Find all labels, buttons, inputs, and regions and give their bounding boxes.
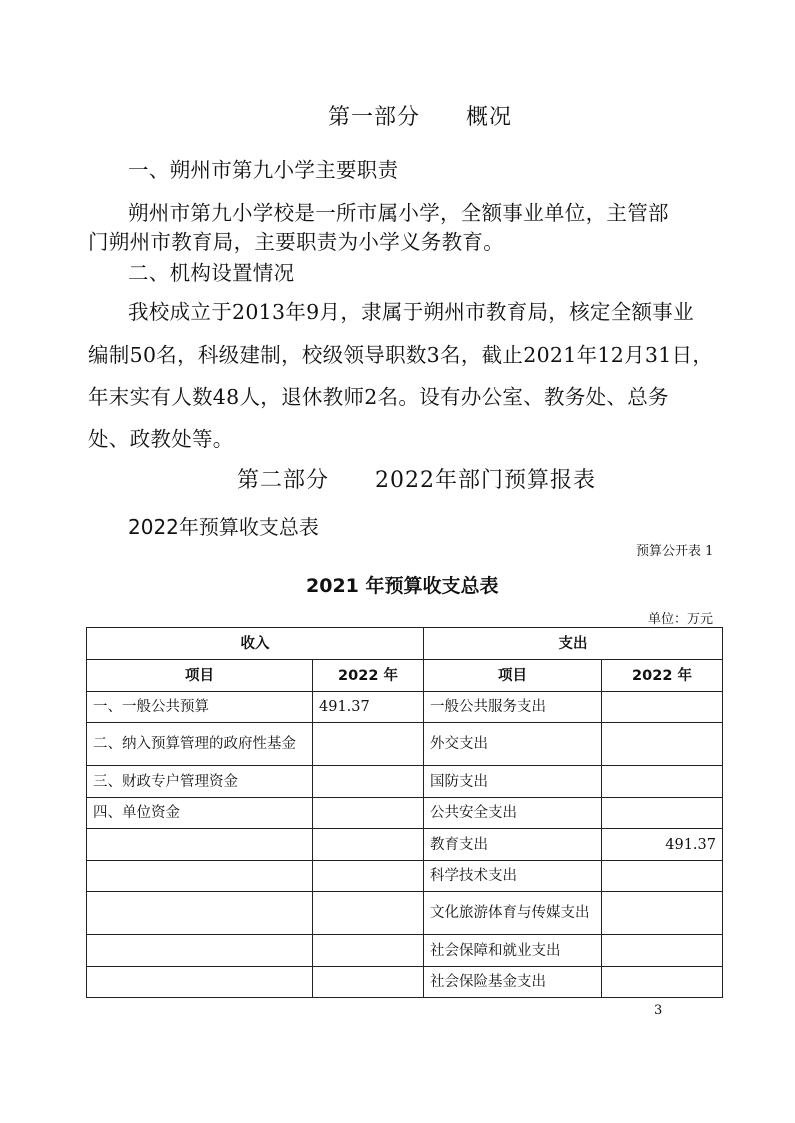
- expense-value: [602, 861, 723, 892]
- sec1-para-line2: 门朔州市教育局，主要职责为小学义务教育。: [88, 230, 504, 254]
- sec1-para-line1: 朔州市第九小学校是一所市属小学，全额事业单位，主管部: [128, 201, 669, 225]
- budget-table: [86, 627, 723, 998]
- table-row: [87, 723, 723, 766]
- expense-item: 社会保障和就业支出: [424, 935, 602, 967]
- sec2-para-line4: 处、政教处等。: [88, 427, 234, 451]
- income-item: [87, 861, 313, 892]
- expense-value: [602, 723, 723, 766]
- expense-value: [602, 798, 723, 829]
- table-row: [87, 861, 723, 892]
- income-item: [87, 935, 313, 967]
- expense-item: 教育支出: [424, 829, 602, 861]
- income-value: [313, 723, 424, 766]
- income-value: [313, 967, 424, 998]
- expense-value: [602, 692, 723, 723]
- col-item-expense: 项目: [424, 660, 602, 692]
- income-value: 491.37: [313, 692, 424, 723]
- sec2-heading: 二、机构设置情况: [128, 261, 295, 285]
- sec2-para-line2: 编制50名，科级建制，校级领导职数3名，截止2021年12月31日，: [88, 343, 714, 367]
- table-row: [87, 892, 723, 935]
- col-year-income: 2022 年: [313, 660, 424, 692]
- table-row: [87, 766, 723, 798]
- income-item: 一、一般公共预算: [87, 692, 313, 723]
- expense-value: [602, 892, 723, 935]
- expense-item: 文化旅游体育与传媒支出: [424, 892, 602, 935]
- sec1-heading: 一、朔州市第九小学主要职责: [128, 158, 399, 182]
- table-title: 2021 年预算收支总表: [306, 575, 499, 597]
- sec2-para-line1: 我校成立于2013年9月，隶属于朔州市教育局，核定全额事业: [128, 300, 694, 324]
- expense-item: 国防支出: [424, 766, 602, 798]
- expense-value: 491.37: [602, 829, 723, 861]
- income-value: [313, 861, 424, 892]
- expense-item: 科学技术支出: [424, 861, 602, 892]
- expense-item: 一般公共服务支出: [424, 692, 602, 723]
- page-number: 3: [654, 1003, 663, 1018]
- income-value: [313, 766, 424, 798]
- table-row: [87, 798, 723, 829]
- income-item: 四、单位资金: [87, 798, 313, 829]
- income-item: 三、财政专户管理资金: [87, 766, 313, 798]
- income-value: [313, 892, 424, 935]
- table-row: [87, 692, 723, 723]
- table-row: [87, 935, 723, 967]
- income-value: [313, 829, 424, 861]
- table-row: [87, 829, 723, 861]
- expense-header: 支出: [424, 628, 723, 660]
- subtitle: 2022年预算收支总表: [128, 515, 319, 539]
- income-item: [87, 829, 313, 861]
- table-ref: 预算公开表 1: [636, 544, 714, 559]
- expense-value: [602, 766, 723, 798]
- expense-item: 公共安全支出: [424, 798, 602, 829]
- income-item: [87, 892, 313, 935]
- sec2-para-line3: 年末实有人数48人，退休教师2名。设有办公室、教务处、总务: [88, 385, 669, 409]
- col-year-expense: 2022 年: [602, 660, 723, 692]
- income-value: [313, 935, 424, 967]
- unit-label: 单位：万元: [648, 612, 714, 627]
- table-row: [87, 967, 723, 998]
- income-item: 二、纳入预算管理的政府性基金: [87, 723, 313, 766]
- expense-value: [602, 967, 723, 998]
- income-item: [87, 967, 313, 998]
- part2-title: 第二部分 2022年部门预算报表: [237, 468, 596, 493]
- expense-item: 社会保险基金支出: [424, 967, 602, 998]
- expense-item: 外交支出: [424, 723, 602, 766]
- col-item-income: 项目: [87, 660, 313, 692]
- part1-title: 第一部分 概况: [328, 105, 513, 130]
- expense-value: [602, 935, 723, 967]
- income-header: 收入: [87, 628, 424, 660]
- income-value: [313, 798, 424, 829]
